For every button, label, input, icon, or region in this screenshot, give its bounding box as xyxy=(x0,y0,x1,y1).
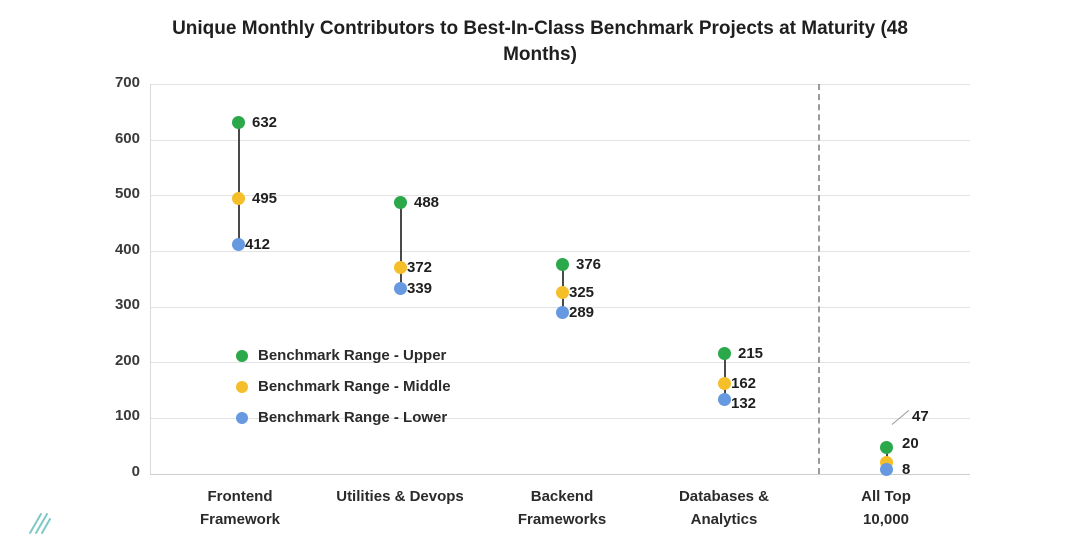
x-axis-line xyxy=(150,474,970,475)
x-category-line-1: All Top xyxy=(861,488,911,505)
gridline-700 xyxy=(150,84,970,85)
y-axis-line xyxy=(150,84,151,474)
y-tick-700: 700 xyxy=(114,74,140,91)
point-upper[interactable] xyxy=(232,116,245,129)
point-upper[interactable] xyxy=(880,441,893,454)
y-tick-600: 600 xyxy=(114,130,140,147)
y-tick-300: 300 xyxy=(114,296,140,313)
legend-dot-icon xyxy=(236,350,248,362)
point-middle[interactable] xyxy=(556,286,569,299)
legend-item-middle[interactable] xyxy=(236,371,536,402)
y-tick-0: 0 xyxy=(131,463,140,480)
point-label-lower: 8 xyxy=(902,461,911,478)
point-label-lower: 132 xyxy=(731,395,757,412)
point-lower[interactable] xyxy=(232,238,245,251)
legend-dot-icon xyxy=(236,381,248,393)
point-label-middle: 20 xyxy=(902,435,919,452)
x-category-label-5 xyxy=(798,485,974,531)
point-label-middle: 495 xyxy=(252,190,278,207)
point-lower[interactable] xyxy=(880,463,893,476)
point-label-upper: 47 xyxy=(912,408,929,425)
point-label-lower: 289 xyxy=(569,304,595,321)
point-lower[interactable] xyxy=(718,393,731,406)
x-category-label-3 xyxy=(474,485,650,531)
range-stem xyxy=(400,202,402,289)
gridline-400 xyxy=(150,251,970,252)
point-label-middle: 372 xyxy=(407,259,433,276)
x-category-line-1: Databases & xyxy=(678,488,770,505)
category-separator-line xyxy=(818,84,820,474)
point-label-upper: 215 xyxy=(738,345,764,362)
x-category-line-2: Frameworks xyxy=(517,511,607,528)
legend-label: Benchmark Range - Middle xyxy=(258,378,451,395)
x-category-label-2 xyxy=(312,485,488,508)
point-upper[interactable] xyxy=(718,347,731,360)
point-lower[interactable] xyxy=(394,282,407,295)
legend-dot-icon xyxy=(236,412,248,424)
point-label-upper: 376 xyxy=(576,256,602,273)
x-category-line-2: 10,000 xyxy=(863,511,909,528)
chart-title: Unique Monthly Contributors to Best-In-Class Benchmark Projects at Maturity (48 Months) xyxy=(172,18,908,65)
point-lower[interactable] xyxy=(556,306,569,319)
y-axis-labels xyxy=(78,74,140,480)
legend-label: Benchmark Range - Upper xyxy=(258,347,447,364)
legend-label: Benchmark Range - Lower xyxy=(258,409,448,426)
y-tick-200: 200 xyxy=(114,352,140,369)
x-category-line-1: Utilities & Devops xyxy=(336,488,464,505)
x-category-line-2: Analytics xyxy=(690,511,758,528)
point-middle[interactable] xyxy=(394,261,407,274)
point-middle[interactable] xyxy=(718,377,731,390)
range-stem xyxy=(238,122,240,244)
legend-item-upper[interactable] xyxy=(236,340,536,371)
point-label-upper: 632 xyxy=(252,114,278,131)
x-category-label-1 xyxy=(152,485,328,531)
point-label-upper: 488 xyxy=(414,194,440,211)
point-label-middle: 162 xyxy=(731,375,757,392)
legend xyxy=(236,340,536,433)
watermark-logo-icon xyxy=(24,508,54,538)
y-tick-500: 500 xyxy=(114,185,140,202)
point-upper[interactable] xyxy=(394,196,407,209)
x-category-line-1: Frontend xyxy=(207,488,273,505)
point-label-lower: 339 xyxy=(407,280,433,297)
x-category-line-2: Framework xyxy=(199,511,281,528)
plot-area xyxy=(150,84,970,478)
point-upper[interactable] xyxy=(556,258,569,271)
y-tick-100: 100 xyxy=(114,407,140,424)
y-tick-400: 400 xyxy=(114,241,140,258)
x-category-line-1: Backend xyxy=(530,488,594,505)
point-middle[interactable] xyxy=(232,192,245,205)
legend-item-lower[interactable] xyxy=(236,402,536,433)
gridline-600 xyxy=(150,140,970,141)
x-category-label-4 xyxy=(636,485,812,531)
point-label-middle: 325 xyxy=(569,284,595,301)
point-label-lower: 412 xyxy=(245,236,271,253)
